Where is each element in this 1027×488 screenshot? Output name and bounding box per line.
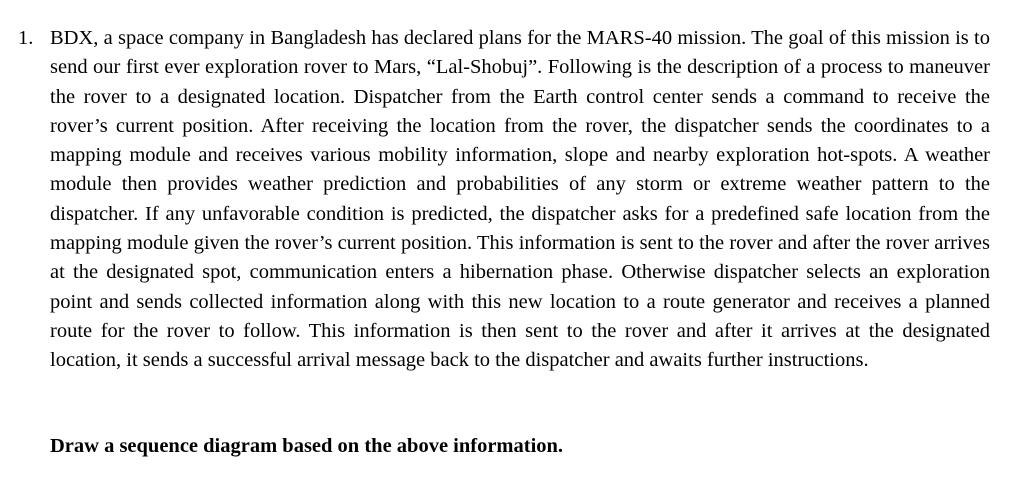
question-block <box>18 24 990 376</box>
question-text: BDX, a space company in Bangladesh has declared plans for the MARS-40 mission. The goal of this mission is to send our first ever exploration rover to Mars, “Lal-Shobuj”. Following is the description of a process to maneuver the rover to a designated location. Dispatcher from the Earth control center sends a command to receive the rover’s current position. After receiving the location from the rover, the dispatcher sends the coordinates to a mapping module and receives various mobility information, slope and nearby exploration hot-spots. A weather module then provides weather prediction and probabilities of any storm or extreme weather pattern to the dispatcher. If any unfavorable condition is predicted, the dispatcher asks for a predefined safe location from the mapping module given the rover’s current position. This information is sent to the rover and after the rover arrives at the designated spot, communication enters a hibernation phase. Otherwise dispatcher selects an exploration point and sends collected information along with this new location to a route generator and receives a planned route for the rover to follow. This information is then sent to the rover and after it arrives at the designated location, it sends a successful arrival message back to the dispatcher and awaits further instructions. <box>50 27 990 372</box>
question-number: 1. <box>18 27 34 49</box>
instruction-text: Draw a sequence diagram based on the above information. <box>50 435 564 457</box>
